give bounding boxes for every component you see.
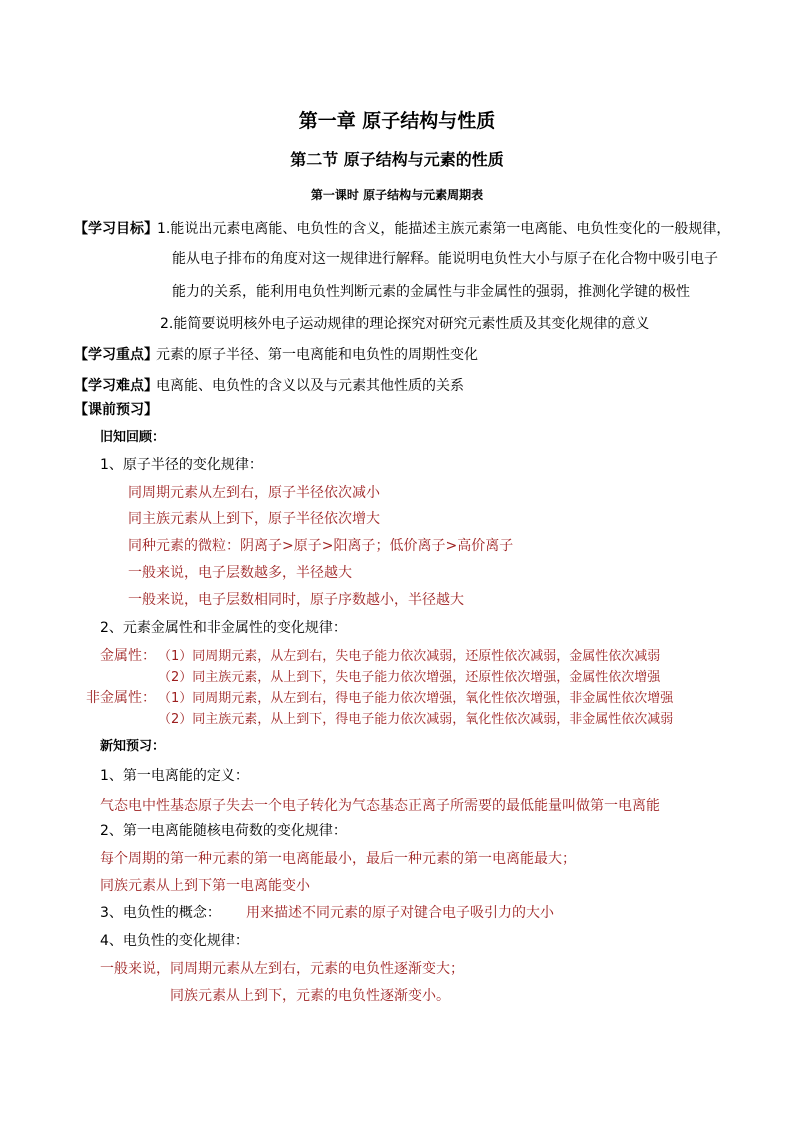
keypoints-text: 元素的原子半径、第一电离能和电负性的周期性变化 — [156, 347, 478, 363]
review-q1-answer-3: 同种元素的微粒：阴离子>原子>阳离子；低价离子>高价离子 — [128, 538, 514, 554]
new-q4-answer-2: 同族元素从上到下，元素的电负性逐渐变小。 — [170, 988, 450, 1004]
difficulties-text: 电离能、电负性的含义以及与元素其他性质的关系 — [156, 378, 464, 394]
goal-item-2: 2.能简要说明核外电子运动规律的理论探究对研究元素性质及其变化规律的意义 — [160, 316, 650, 332]
review-q1-answer-4: 一般来说，电子层数越多，半径越大 — [128, 565, 352, 581]
nonmetal-label: 非金属性： — [86, 690, 156, 706]
goal-item-1-line-2: 能从电子排布的角度对这一规律进行解释。能说明电负性大小与原子在化合物中吸引电子 — [172, 251, 718, 267]
review-q2: 2、元素金属性和非金属性的变化规律： — [100, 620, 347, 636]
difficulties-label: 【学习难点】 — [74, 378, 158, 394]
metal-label: 金属性： — [100, 648, 156, 664]
goal-item-1-line-1: 1.能说出元素电离能、电负性的含义，能描述主族元素第一电离能、电负性变化的一般规律， — [157, 221, 731, 237]
goals-label: 【学习目标】 — [74, 221, 158, 237]
new-q4-answer-1: 一般来说，同周期元素从左到右，元素的电负性逐渐变大； — [100, 961, 464, 977]
new-q2-answer-1: 每个周期的第一种元素的第一电离能最小，最后一种元素的第一电离能最大； — [100, 851, 576, 867]
new-knowledge-title: 新知预习： — [100, 739, 166, 754]
new-q2: 2、第一电离能随核电荷数的变化规律： — [100, 823, 347, 839]
review-q1-answer-2: 同主族元素从上到下，原子半径依次增大 — [128, 511, 380, 527]
nonmetal-rule-1: （1）同周期元素，从左到右，得电子能力依次增强，氧化性依次增强，非金属性依次增强 — [158, 691, 674, 706]
new-q4: 4、电负性的变化规律： — [100, 933, 249, 949]
goal-item-1-line-3: 能力的关系，能利用电负性判断元素的金属性与非金属性的强弱，推测化学键的极性 — [172, 284, 690, 300]
review-q1-answer-5: 一般来说，电子层数相同时，原子序数越小，半径越大 — [128, 592, 464, 608]
section-title: 第二节 原子结构与元素的性质 — [290, 150, 504, 169]
keypoints-label: 【学习重点】 — [74, 347, 158, 363]
new-q3: 3、电负性的概念： — [100, 905, 221, 921]
review-q1-answer-1: 同周期元素从左到右，原子半径依次减小 — [128, 485, 380, 501]
review-q1: 1、原子半径的变化规律： — [100, 457, 263, 473]
new-q1: 1、第一电离能的定义： — [100, 768, 249, 784]
lesson-title: 第一课时 原子结构与元素周期表 — [310, 188, 484, 202]
review-title: 旧知回顾： — [100, 430, 166, 445]
new-q2-answer-2: 同族元素从上到下第一电离能变小 — [100, 878, 310, 894]
chapter-title: 第一章 原子结构与性质 — [298, 110, 496, 132]
metal-rule-2: （2）同主族元素，从上到下，失电子能力依次增强，还原性依次增强，金属性依次增强 — [158, 670, 661, 685]
new-q1-answer: 气态电中性基态原子失去一个电子转化为气态基态正离子所需要的最低能量叫做第一电离能 — [100, 798, 660, 814]
preview-label: 【课前预习】 — [74, 402, 158, 418]
new-q3-answer: 用来描述不同元素的原子对键合电子吸引力的大小 — [246, 905, 554, 921]
nonmetal-rule-2: （2）同主族元素，从上到下，得电子能力依次减弱，氧化性依次减弱，非金属性依次减弱 — [158, 712, 674, 727]
metal-rule-1: （1）同周期元素，从左到右，失电子能力依次减弱，还原性依次减弱，金属性依次减弱 — [158, 649, 661, 664]
